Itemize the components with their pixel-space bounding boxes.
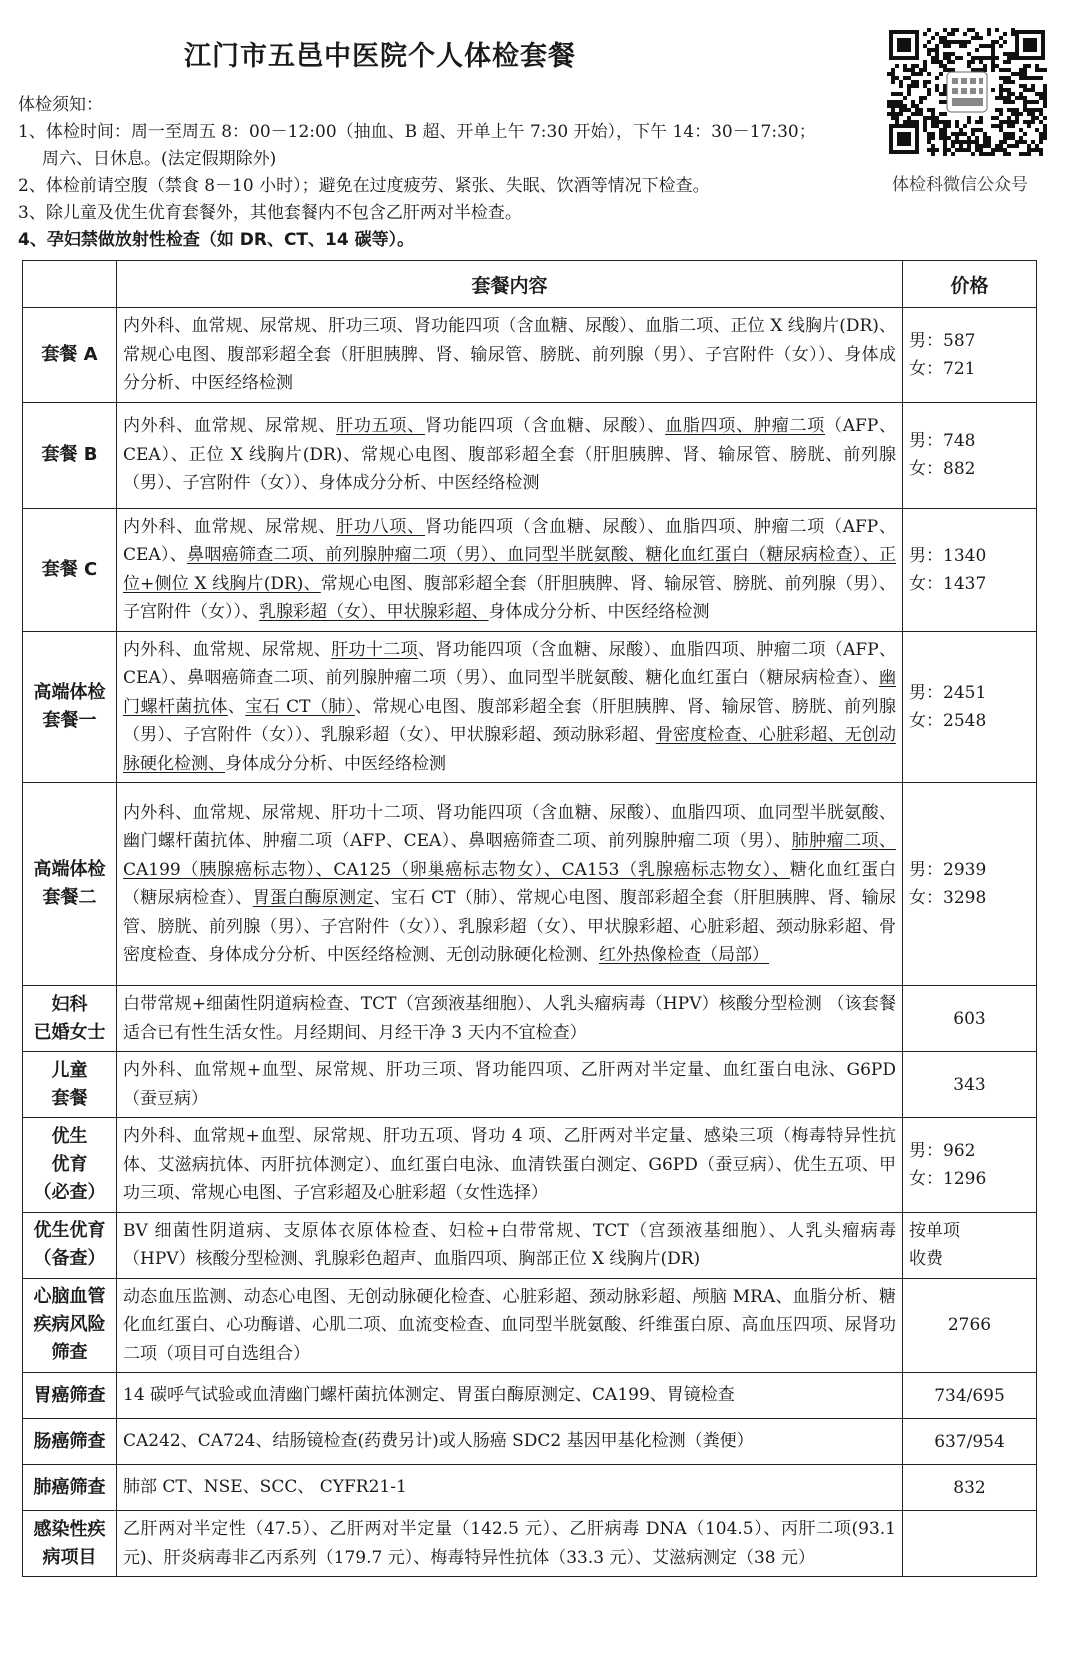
price-line: 603 (953, 1008, 986, 1029)
price-line: 男：2451 (909, 682, 987, 703)
content-upgraded-item: 宝石 CT（肺） (245, 696, 355, 717)
header-blank (23, 261, 117, 308)
package-name-line: （备查） (33, 1248, 106, 1269)
package-content (117, 1212, 903, 1278)
package-name-line: 病项目 (42, 1546, 97, 1568)
content-text: 常规心电图、腹部彩超全套（肝胆胰脾、肾、输尿管、膀胱、前列腺（男）、子宫附件（女））、 (123, 573, 896, 622)
qr-caption: 体检科微信公众号 (892, 175, 1028, 195)
package-name-line: 感染性疾 (33, 1518, 106, 1540)
content-text: 白带常规+细菌性阴道病检查、TCT（宫颈液基细胞）、人乳头瘤病毒（HPV）核酸分型检测 （该套餐适合已有性生活女性。月经期间、月经干净 3 天内不宜检查） (123, 994, 896, 1043)
notice-heading: 体检须知： (18, 95, 103, 115)
price-line: 女：2548 (909, 710, 987, 731)
package-price (903, 783, 1037, 986)
price-line: 637/954 (934, 1431, 1005, 1452)
content-text: 肾功能四项（含血糖、尿酸）、 (424, 416, 666, 437)
content-upgraded-item: 红外热像检查（局部） (599, 945, 769, 965)
package-content (117, 1373, 903, 1419)
table-row (23, 308, 1037, 403)
package-name (23, 308, 117, 403)
price-line: 男：587 (909, 330, 976, 351)
content-text: 内外科、血常规、尿常规、 (123, 516, 337, 537)
package-name-line: 胃癌筛查 (33, 1384, 106, 1406)
package-content (117, 631, 903, 783)
price-line: 女：1437 (909, 573, 987, 594)
package-content (117, 1419, 903, 1465)
notice-line-1: 1、体检时间：周一至周五 8：00－12:00（抽血、B 超、开单上午 7:30 开始），下午 14：30－17:30； (18, 122, 816, 142)
package-name (23, 1419, 117, 1465)
package-price (903, 508, 1037, 631)
package-name-line: 筛查 (51, 1342, 88, 1364)
table-row (23, 986, 1037, 1052)
content-upgraded-item: 幽门螺杆菌抗体 (123, 668, 896, 717)
package-price (903, 1052, 1037, 1118)
package-price (903, 1118, 1037, 1213)
package-name-line: 高端体检 (33, 859, 106, 880)
content-text: 内外科、血常规、尿常规、肝功三项、肾功能四项（含血糖、尿酸）、血脂二项、正位 X 线胸片(DR)、常规心电图、腹部彩超全套（肝胆胰脾、肾、输尿管、膀胱、前列腺（男）、子宫附件（女））、身体成分分析、中医经络检测 (123, 316, 896, 393)
table-row (23, 1511, 1037, 1577)
package-name-line: 套餐 A (41, 343, 98, 365)
package-name-line: 优生 (51, 1125, 88, 1147)
package-content (117, 783, 903, 986)
content-text: 肾功能四项（含血糖、尿酸）、血脂四项、肿瘤二项（AFP、CEA）、 (123, 516, 897, 565)
package-name-line: 肠癌筛查 (33, 1430, 106, 1452)
content-text: 身体成分分析、中医经络检测 (488, 602, 710, 622)
package-name-line: 优育 (51, 1153, 88, 1175)
table-row (23, 1118, 1037, 1213)
content-text: CA242、CA724、结肠镜检查(药费另计)或人肠癌 SDC2 基因甲基化检测（粪便） (123, 1431, 754, 1452)
package-content (117, 1278, 903, 1373)
qr-code[interactable] (887, 28, 1047, 156)
content-upgraded-item: 乳腺彩超（女）、甲状腺彩超、 (259, 602, 489, 622)
package-name-line: 心脑血管 (33, 1286, 106, 1308)
content-text: 内外科、血常规、尿常规、 (123, 639, 332, 660)
notice-line-4: 4、孕妇禁做放射性检查（如 DR、CT、14 碳等）。 (18, 230, 415, 250)
package-price (903, 986, 1037, 1052)
package-name (23, 1118, 117, 1213)
content-text: 内外科、血常规、尿常规、肝功十二项、肾功能四项（含血糖、尿酸）、血脂四项、血同型半胱氨酸、幽门螺杆菌抗体、肿瘤二项（AFP、CEA）、鼻咽癌筛查二项、前列腺肿瘤二项（男）、 (123, 802, 896, 851)
content-text: 、 (227, 696, 246, 717)
content-text: 动态血压监测、动态心电图、无创动脉硬化检查、心脏彩超、颈动脉彩超、颅脑 MRA、血脂分析、糖化血红蛋白、心功酶谱、心肌二项、血流变检查、血同型半胱氨酸、纤维蛋白原、高血压四项、尿肾功二项（项目可自选组合） (123, 1286, 896, 1364)
package-name-line: 肺癌筛查 (33, 1476, 106, 1498)
package-price (903, 1511, 1037, 1577)
package-content (117, 308, 903, 403)
content-text: 、宝石 CT（肺）、常规心电图、腹部彩超全套（肝胆胰脾、肾、输尿管、膀胱、前列腺（男）、子宫附件（女））、乳腺彩超（女）、甲状腺彩超、心脏彩超、颈动脉彩超、骨密度检查、身体成分分析、中医经络检测、无创动脉硬化检测、 (123, 888, 897, 965)
table-row (23, 1278, 1037, 1373)
package-content (117, 1465, 903, 1511)
package-name (23, 1212, 117, 1278)
package-price (903, 1419, 1037, 1465)
content-text: （AFP、CEA）、正位 X 线胸片(DR)、常规心电图、腹部彩超全套（肝胆胰脾、肾、输尿管、膀胱、前列腺（男）、子宫附件（女））、身体成分分析、中医经络检测 (123, 416, 897, 494)
package-name (23, 402, 117, 508)
package-name (23, 1052, 117, 1118)
package-name-line: 妇科 (51, 993, 88, 1015)
package-name (23, 783, 117, 986)
package-name (23, 508, 117, 631)
package-name (23, 1465, 117, 1511)
content-upgraded-item: 肝功十二项 (331, 639, 418, 660)
content-text: 内外科、血常规+血型、尿常规、肝功五项、肾功 4 项、乙肝两对半定量、感染三项（梅毒特异性抗体、艾滋病抗体、丙肝抗体测定）、血红蛋白电泳、血清铁蛋白测定、G6PD（蚕豆病）、优生五项、甲功三项、常规心电图、子宫彩超及心脏彩超（女性选择） (123, 1126, 896, 1203)
package-price (903, 1465, 1037, 1511)
content-text: 内外科、血常规、尿常规、 (123, 416, 337, 437)
package-name-line: （必查） (33, 1181, 106, 1203)
notice-line-2: 2、体检前请空腹（禁食 8－10 小时）；避免在过度疲劳、紧张、失眠、饮酒等情况下检查。 (18, 176, 710, 196)
content-text: 身体成分分析、中医经络检测 (225, 753, 446, 774)
header-content: 套餐内容 (117, 261, 903, 308)
package-content (117, 1511, 903, 1577)
price-line: 男：1340 (909, 545, 987, 566)
table-row (23, 1419, 1037, 1465)
content-text: 肺部 CT、NSE、SCC、 CYFR21-1 (123, 1477, 407, 1498)
package-content (117, 402, 903, 508)
content-upgraded-item: 肝功八项、 (336, 516, 425, 537)
package-name-line: 套餐 (51, 1087, 88, 1109)
content-text: 、肾功能四项（含血糖、尿酸）、血脂四项、肿瘤二项（AFP、CEA）、鼻咽癌筛查二项、前列腺肿瘤二项（男）、血同型半胱氨酸、糖化血红蛋白（糖尿病检查）、 (123, 639, 897, 688)
package-price (903, 308, 1037, 403)
content-text: BV 细菌性阴道病、支原体衣原体检查、妇检+白带常规、TCT（宫颈液基细胞）、人乳头瘤病毒（HPV）核酸分型检测、乳腺彩色超声、血脂四项、胸部正位 X 线胸片(DR) (123, 1220, 896, 1269)
table-row (23, 783, 1037, 986)
content-upgraded-item: 血脂四项、肿瘤二项 (665, 416, 825, 437)
table-header-row (23, 261, 1037, 308)
package-content (117, 1052, 903, 1118)
package-price (903, 1278, 1037, 1373)
table-row (23, 1212, 1037, 1278)
package-content (117, 508, 903, 631)
price-line: 女：721 (909, 358, 976, 379)
package-name-line: 套餐 B (41, 444, 98, 465)
package-name (23, 631, 117, 783)
notice-block (18, 92, 848, 254)
package-price (903, 1373, 1037, 1419)
table-row (23, 508, 1037, 631)
price-line: 2766 (947, 1315, 992, 1336)
package-table (22, 260, 1037, 1577)
price-line: 收费 (909, 1249, 943, 1269)
notice-line-3: 3、除儿童及优生优育套餐外，其他套餐内不包含乙肝两对半检查。 (18, 203, 522, 223)
content-text: 乙肝两对半定性（47.5）、乙肝两对半定量（142.5 元）、乙肝病毒 DNA（104.5）、丙肝二项(93.1 元)、肝炎病毒非乙丙系列（179.7 元）、梅毒特异性抗体（33.3 元）、艾滋病测定（38 元） (123, 1519, 896, 1568)
page-title: 江门市五邑中医院个人体检套餐 (184, 41, 576, 72)
content-upgraded-item: 骨密度检查、心脏彩超、无创动脉硬化检测、 (123, 725, 897, 774)
price-line: 832 (953, 1477, 986, 1498)
content-upgraded-item: 胃蛋白酶原测定 (252, 888, 374, 908)
table-row (23, 1052, 1037, 1118)
price-line: 按单项 (909, 1221, 960, 1241)
content-text: 、常规心电图、腹部彩超全套（肝胆胰脾、肾、输尿管、膀胱、前列腺（男）、子宫附件（女））、乳腺彩超（女）、甲状腺彩超、颈动脉彩超、 (123, 696, 897, 745)
package-name (23, 1373, 117, 1419)
package-name-line: 儿童 (51, 1059, 88, 1081)
package-name (23, 1278, 117, 1373)
table-row (23, 402, 1037, 508)
content-upgraded-item: 肺肿瘤二项、CA199（胰腺癌标志物）、CA125（卵巢癌标志物女）、CA153（乳腺癌标志物女）、 (123, 831, 897, 880)
package-name (23, 986, 117, 1052)
package-name-line: 套餐一 (42, 709, 97, 731)
package-content (117, 986, 903, 1052)
content-upgraded-item: 肝功五项、 (336, 416, 425, 437)
notice-line-1b: 周六、日休息。(法定假期除外) (42, 149, 277, 169)
package-name-line: 优生优育 (33, 1220, 106, 1241)
table-row (23, 1373, 1037, 1419)
content-text: 内外科、血常规+血型、尿常规、肝功三项、肾功能四项、乙肝两对半定量、血红蛋白电泳、G6PD（蚕豆病） (123, 1060, 896, 1109)
package-name-line: 套餐二 (42, 887, 97, 908)
content-text: 糖化血红蛋白（糖尿病检查）、 (123, 859, 897, 908)
price-line: 734/695 (934, 1385, 1005, 1406)
header-price: 价格 (903, 261, 1037, 308)
price-line: 男：962 (909, 1140, 976, 1161)
package-content (117, 1118, 903, 1213)
table-row (23, 631, 1037, 783)
price-line: 343 (953, 1074, 986, 1095)
price-line: 男：2939 (909, 860, 987, 880)
package-price (903, 1212, 1037, 1278)
package-price (903, 631, 1037, 783)
content-text: 14 碳呼气试验或血清幽门螺杆菌抗体测定、胃蛋白酶原测定、CA199、胃镜检查 (123, 1385, 735, 1406)
content-upgraded-item: 鼻咽癌筛查二项、前列腺肿瘤二项（男）、血同型半胱氨酸、糖化血红蛋白（糖尿病检查）、正位+侧位 X 线胸片(DR)、 (123, 545, 897, 594)
package-name-line: 疾病风险 (33, 1314, 106, 1336)
price-line: 女：3298 (909, 888, 987, 908)
package-name (23, 1511, 117, 1577)
package-name-line: 高端体检 (33, 681, 106, 703)
table-body (23, 308, 1037, 1577)
price-line: 男：748 (909, 431, 976, 451)
package-name-line: 已婚女士 (33, 1021, 106, 1043)
table-row (23, 1465, 1037, 1511)
price-line: 女：1296 (909, 1168, 987, 1189)
package-price (903, 402, 1037, 508)
price-line: 女：882 (909, 459, 976, 479)
package-name-line: 套餐 C (41, 558, 98, 580)
